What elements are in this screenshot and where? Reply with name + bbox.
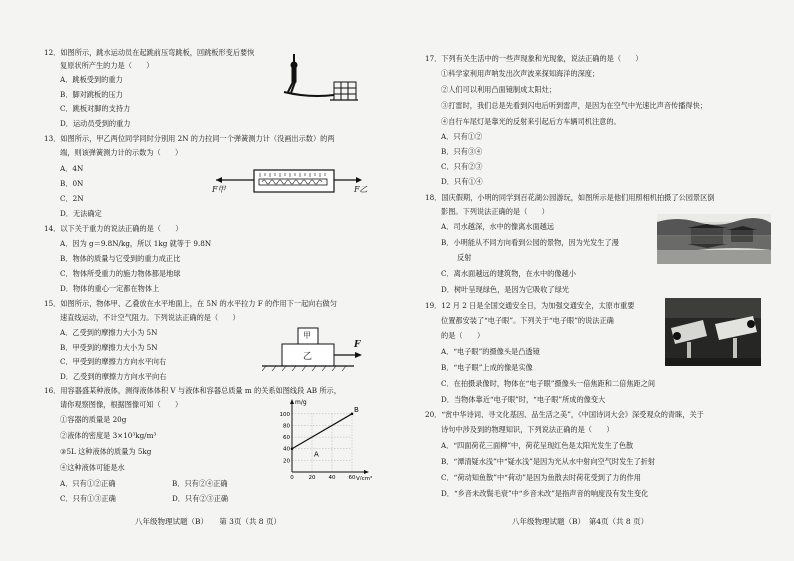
q14-stem: 14．以下关于重力的说法正确的是（ ） (44, 224, 183, 233)
q15-option-b[interactable]: B．甲受到的摩擦力大小为 5N (60, 343, 158, 352)
q12-stem-line2: 复原状所产生的力是（ ） (60, 61, 154, 70)
q16-statement-4: ④这种液体可能是水 (60, 463, 125, 472)
q18-option-b[interactable]: B．小明能从不同方向看到公园的景物，因为光发生了漫 (441, 238, 619, 247)
q17-option-d[interactable]: D．只有①④ (441, 177, 483, 186)
q19-stem-line2: 位置都安装了“电子眼”。下列关于“电子眼”的说法正确 (441, 316, 614, 325)
q19-stem-line3: 的是（ ） (441, 331, 485, 340)
q14-option-a[interactable]: A．因为 g＝9.8N/kg，所以 1kg 就等于 9.8N (60, 239, 212, 248)
q17-option-c[interactable]: C．只有②③ (441, 162, 483, 171)
q16-stem-line1: 16．用容器盛某种液体，测得液体体积 V 与液体和容器总质量 m 的关系如图线段 AB 所示， (44, 386, 341, 395)
q13-stem-line1: 13．如图所示，甲乙两位同学同时分别用 2N 的力拉同一个弹簧测力计（没画出示数）的两 (44, 134, 335, 143)
q16-statement-2: ②液体的密度是 3×10³kg/m³ (60, 431, 157, 440)
q19-option-a[interactable]: A．“电子眼”的摄像头是凸透镜 (441, 347, 540, 356)
q14-option-d[interactable]: D．物体的重心一定都在物体上 (60, 284, 160, 293)
q20-option-d[interactable]: D．“乡音未改鬓毛衰”中“乡音未改”是指声音的响度没有发生变化 (441, 489, 649, 498)
q19-camera-photo (665, 298, 761, 366)
q13-option-a[interactable]: A．4N (60, 164, 84, 173)
q12-option-c[interactable]: C．跳板对脚的支持力 (60, 104, 131, 113)
q16-option-b[interactable]: B．只有②④正确 (172, 479, 228, 488)
q13-option-b[interactable]: B．0N (60, 179, 84, 188)
q13-force-left-label: F甲 (212, 185, 226, 194)
q16-option-a[interactable]: A．只有①②正确 (60, 479, 116, 488)
left-page-footer: 八年级物理试题（B） 第 3页（共 8 页） (135, 517, 281, 526)
q12-stem-line1: 12．如图所示，跳水运动员在起跳前压弯跳板，回跳板形变后要恢 (44, 48, 255, 57)
q16-point-a-label: A (314, 450, 319, 459)
right-page (397, 0, 794, 561)
q20-stem-line1: 20．“赏中华诗词、寻文化基因、品生活之美”，《中国诗词大会》深受观众的青睐，关于 (425, 410, 704, 419)
q15-option-a[interactable]: A．乙受到的摩擦力大小为 5N (60, 328, 158, 337)
q16-segment-ab (292, 414, 352, 449)
q16-ytick-label: 40 (283, 446, 290, 453)
q20-option-c[interactable]: C．“荷动知鱼散”中“荷动”是因为鱼散去时荷花受到了力的作用 (441, 473, 641, 482)
q17-statement-4: ④自行车尾灯是靠光的反射来引起后方车辆司机注意的。 (441, 117, 621, 126)
q14-option-c[interactable]: C．物体所受重力的施力物体都是地球 (60, 269, 181, 278)
q20-stem-line2: 诗句中涉及到的物理知识，下列说法正确的是（ ） (441, 425, 614, 434)
q19-option-b[interactable]: B．“电子眼”上成的像是实像 (441, 363, 533, 372)
q19-option-c[interactable]: C．在拍摄录像时，物体在“电子眼”摄像头一倍焦距和二倍焦距之间 (441, 379, 656, 388)
q18-option-c[interactable]: C．离水面越远的建筑物，在水中的像越小 (441, 269, 576, 278)
q16-xtick-label: 0 (290, 475, 294, 480)
q13-option-c[interactable]: C．2N (60, 194, 84, 203)
q16-point-b (351, 413, 354, 416)
q20-option-a[interactable]: A．“四面荷花三面柳”中，荷花呈现红色是太阳光发生了色散 (441, 441, 634, 450)
q17-option-b[interactable]: B．只有③④ (441, 147, 483, 156)
q16-graph (274, 398, 374, 480)
q16-graph-svg (274, 398, 374, 480)
q16-x-axis-label: V/cm³ (356, 476, 373, 480)
q16-stem-line2: 请你观察图像，根据图像可知（ ） (60, 400, 183, 409)
q12-option-b[interactable]: B．脚对跳板的压力 (60, 90, 123, 99)
q13-stem-line2: 端，则该弹簧测力计的示数为（ ） (60, 148, 183, 157)
q12-option-d[interactable]: D．运动员受到的重力 (60, 119, 131, 128)
q14-option-b[interactable]: B．物体的质量与它受到的重力成正比 (60, 254, 181, 263)
q16-point-b-label: B (354, 405, 359, 414)
q16-xtick-label: 40 (328, 475, 336, 480)
q15-stem-line2: 速直线运动，不计空气阻力。下列说法正确的是（ ） (60, 313, 240, 322)
q16-ytick-label: 80 (283, 423, 290, 430)
q18-option-b-cont: 反射 (457, 253, 472, 262)
q13-spring-scale-figure (212, 162, 372, 200)
q19-stem-line1: 19．12 月 2 日是全国交通安全日，为加强交通安全，太原市重要 (425, 301, 635, 310)
q18-stem-line2: 影图。下列说法正确的是（ ） (441, 207, 549, 216)
q16-ytick-label: 100 (279, 411, 290, 418)
q15-stem-line1: 15．如图所示，物体甲、乙叠放在水平地面上，在 5N 的水平拉力 F 的作用下一起向右做匀 (44, 299, 337, 308)
q12-diver-figure (274, 52, 360, 106)
q17-option-a[interactable]: A．只有①② (441, 132, 483, 141)
q16-option-d[interactable]: D．只有②③正确 (172, 494, 229, 503)
q15-block-bottom-label: 乙 (303, 352, 313, 362)
q15-block-top-label: 甲 (303, 331, 311, 340)
q16-xtick-label: 60 (348, 475, 356, 480)
q13-force-right-label: F乙 (354, 185, 368, 194)
right-page-footer: 八年级物理试题（B） 第4页（共 8 页） (512, 517, 649, 526)
q18-option-d[interactable]: D．树叶呈现绿色，是因为它吸收了绿光 (441, 285, 569, 294)
q17-stem: 17．下列有关生活中的一些声现象和光现象，说法正确的是（ ） (425, 54, 643, 63)
q15-force-label: F (354, 340, 361, 350)
q13-option-d[interactable]: D．无法确定 (60, 209, 102, 218)
q16-y-axis-arrow (290, 399, 294, 404)
q16-point-a (291, 447, 294, 450)
q15-option-c[interactable]: C．甲受到的摩擦力方向水平向右 (60, 357, 167, 366)
q16-ytick-label: 60 (283, 435, 290, 442)
q16-y-axis-label: m/g (295, 399, 307, 406)
q17-statement-2: ②人们可以利用凸面镜制成太阳灶； (441, 85, 557, 94)
q12-option-a[interactable]: A．跳板受到的重力 (60, 75, 123, 84)
q16-x-axis-arrow (364, 470, 369, 474)
q15-blocks-figure (262, 324, 372, 372)
q17-statement-3: ③打雷时，我们总是先看到闪电后听到雷声，是因为在空气中光速比声音传播得快； (441, 101, 707, 110)
q16-statement-3: ③5L 这种液体的质量为 5kg (60, 447, 152, 456)
q16-statement-1: ①容器的质量是 20g (60, 415, 127, 424)
q15-option-d[interactable]: D．乙受到的摩擦力方向水平向右 (60, 372, 167, 381)
q18-option-a[interactable]: A．司水越深，水中的像离水面越远 (441, 222, 555, 231)
q16-option-c[interactable]: C．只有①③正确 (60, 494, 116, 503)
q18-reflection-photo (657, 214, 771, 264)
q18-stem-line1: 18．国庆假期，小明的同学到百花湖公园游玩，如图所示是他们用照相机拍摄了公园景区倒 (425, 193, 715, 202)
q17-statement-1: ①科学家利用声呐发出次声波来探知海洋的深度； (441, 69, 600, 78)
q16-xtick-label: 20 (308, 475, 316, 480)
q19-option-d[interactable]: D．当物体靠近“电子眼”时，“电子眼”所成的像变大 (441, 395, 606, 404)
q16-ytick-label: 20 (283, 458, 290, 465)
q20-option-b[interactable]: B．“潭清疑水浅”中“疑水浅”是因为光从水中射向空气时发生了折射 (441, 457, 656, 466)
